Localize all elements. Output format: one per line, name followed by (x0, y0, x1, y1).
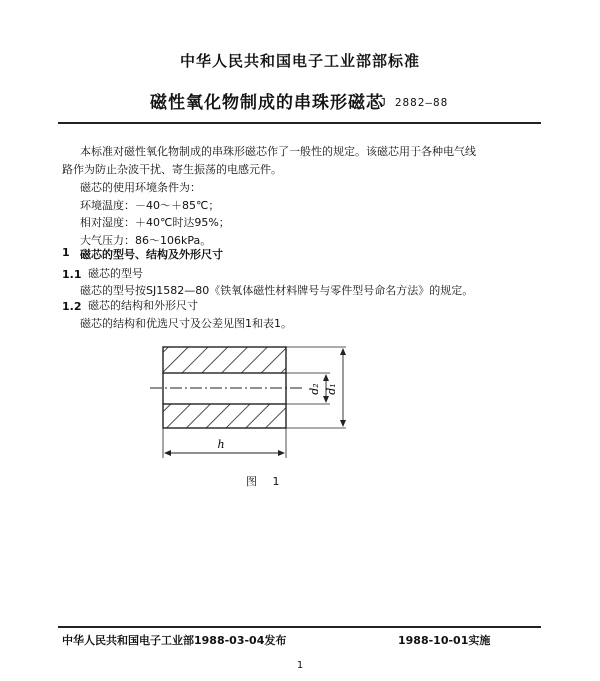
section-1-2-text: 磁芯的结构和优选尺寸及公差见图1和表1。 (80, 317, 292, 330)
section-1-number: 1 (62, 246, 70, 259)
organization-title: 中华人民共和国电子工业部部标准 (179, 52, 420, 70)
publish-date: 中华人民共和国电子工业部1988-03-04发布 (62, 634, 287, 647)
env-temperature: 环境温度：－40～＋85℃； (80, 199, 220, 212)
section-1-1-text: 磁芯的型号按SJ1582—80《铁氧体磁性材料牌号与零件型号命名方法》的规定。 (80, 284, 474, 297)
figure-caption: 图 1 (246, 475, 286, 488)
section-1-2-title: 磁芯的结构和外形尺寸 (88, 299, 198, 312)
env-heading: 磁芯的使用环境条件为： (80, 181, 201, 194)
arrow-d2-bottom (323, 396, 329, 403)
upper-wall-section (163, 347, 286, 373)
footer-rule (58, 626, 541, 628)
arrow-h-right (278, 450, 285, 456)
env-humidity: 相对湿度：＋40℃时达95%； (80, 216, 230, 229)
section-1-1-number: 1.1 (62, 268, 82, 281)
arrow-d2-top (323, 374, 329, 381)
section-1-title: 磁芯的型号、结构及外形尺寸 (80, 248, 223, 261)
document-title: 磁性氧化物制成的串珠形磁芯 (150, 93, 384, 113)
section-1-2-number: 1.2 (62, 300, 82, 313)
arrow-d1-bottom (340, 420, 346, 427)
section-1-1-title: 磁芯的型号 (88, 267, 143, 280)
intro-line-1: 本标准对磁性氧化物制成的串珠形磁芯作了一般性的规定。该磁芯用于各种电气线 (80, 145, 476, 158)
lower-wall-section (163, 404, 286, 428)
arrow-h-left (164, 450, 171, 456)
label-h: h (217, 438, 225, 451)
effective-date: 1988-10-01实施 (398, 634, 491, 647)
intro-line-2: 路作为防止杂波干扰、寄生振荡的电感元件。 (62, 163, 282, 176)
standard-code: SJ 2882—88 (372, 96, 449, 109)
env-pressure: 大气压力：86～106kPa。 (80, 234, 212, 247)
label-d2: d₂ (308, 383, 321, 395)
page-number: 1 (296, 660, 304, 671)
label-d1: d₁ (325, 383, 338, 395)
arrow-d1-top (340, 348, 346, 355)
